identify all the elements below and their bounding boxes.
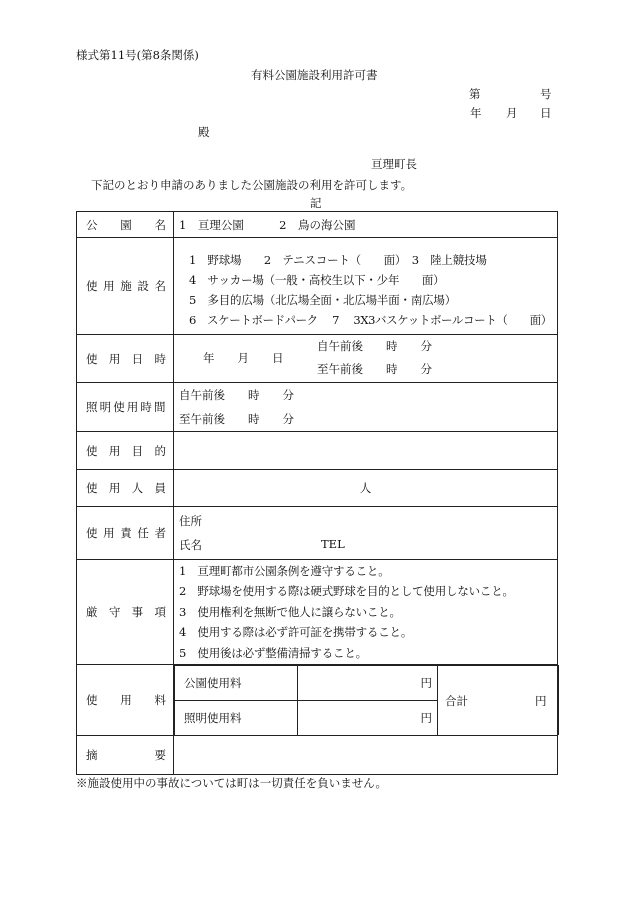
row-responsible [77,507,558,560]
addressee-suffix: 殿 [198,125,210,139]
row-park [77,212,558,238]
date-year: 年 [470,106,482,120]
number-prefix: 第 [469,87,481,101]
responsible-tel-label: TEL [321,537,345,551]
row-people [77,470,558,507]
summary-value [174,736,558,775]
lighting-time-cell [174,383,558,432]
date-day: 日 [540,106,552,120]
rule-item-2: 2 野球場を使用する際は硬式野球を目的として使用しないこと。 [179,584,514,599]
facility-options [174,238,558,335]
date-ymd: 年 月 日 [203,351,284,365]
issuer-name: 亘理町長 [371,157,417,171]
park-option-1: 1 亘理公園 [179,217,244,232]
label-date: 使用日時 [77,335,174,383]
row-rules [77,560,558,665]
label-fee: 使用料 [77,665,174,736]
responsible-cell [174,507,558,560]
park-fee-label: 公園使用料 [175,666,298,701]
label-rules: 厳守事項 [77,560,174,665]
fee-inner-table [174,665,559,735]
label-people: 使用人員 [77,470,174,507]
facility-line-1: 1 野球場 2 テニスコート（ 面） 3 陸上競技場 [189,253,487,267]
purpose-value [174,432,558,470]
facility-line-2: 4 サッカー場（一般・高校生以下・少年 面） [189,273,445,287]
label-facility: 使用施設名 [77,238,174,335]
label-purpose: 使用目的 [77,432,174,470]
people-cell [174,470,558,507]
fee-cell [174,665,558,736]
facility-line-3: 5 多目的広場（北広場全面・北広場半面・南広場） [189,293,457,307]
rules-list [174,560,558,665]
row-date [77,335,558,383]
row-lighting-time [77,383,558,432]
row-summary [77,736,558,775]
responsible-address-label: 住所 [179,514,202,528]
park-option-2: 2 鳥の海公園 [279,217,356,232]
label-lighting-time: 照明使用時間 [77,383,174,432]
light-fee-label: 照明使用料 [175,701,298,736]
date-month: 月 [506,106,518,120]
fee-total-label: 合計 [445,694,468,708]
label-responsible: 使用責任者 [77,507,174,560]
park-options [174,212,558,238]
rule-item-5: 5 使用後は必ず整備清掃すること。 [179,645,367,660]
label-summary: 摘要 [77,736,174,775]
facility-line-4: 6 スケートボードパーク 7 3X3バスケットボールコート（ 面） [189,313,552,327]
people-unit: 人 [359,481,372,495]
lighting-from: 自午前後 時 分 [179,388,294,402]
rule-item-3: 3 使用権利を無断で他人に譲らないこと。 [179,604,401,619]
responsible-name-label: 氏名 [179,538,202,552]
fee-total-cell [438,666,559,736]
document-title: 有料公園施設利用許可書 [251,68,378,82]
row-fee [77,665,558,736]
rule-item-4: 4 使用する際は必ず許可証を携帯すること。 [179,625,413,640]
row-purpose [77,432,558,470]
label-park: 公園名 [77,212,174,238]
footer-note: ※施設使用中の事故については町は一切責任を負いません。 [76,776,387,790]
fee-total-yen: 円 [535,694,547,708]
park-fee-yen: 円 [298,666,438,701]
lighting-to: 至午前後 時 分 [179,412,294,426]
light-fee-yen: 円 [298,701,438,736]
date-to: 至午前後 時 分 [317,362,432,376]
row-facility [77,238,558,335]
date-cell [174,335,558,383]
number-suffix: 号 [540,87,552,101]
permit-form-table [76,211,558,775]
intro-text: 下記のとおり申請のありました公園施設の利用を許可します。 [91,178,413,192]
date-from: 自午前後 時 分 [317,339,432,353]
rule-item-1: 1 亘理町都市公園条例を遵守すること。 [179,563,390,578]
form-number: 様式第11号(第8条関係) [76,48,199,62]
ki-label: 記 [310,196,322,210]
